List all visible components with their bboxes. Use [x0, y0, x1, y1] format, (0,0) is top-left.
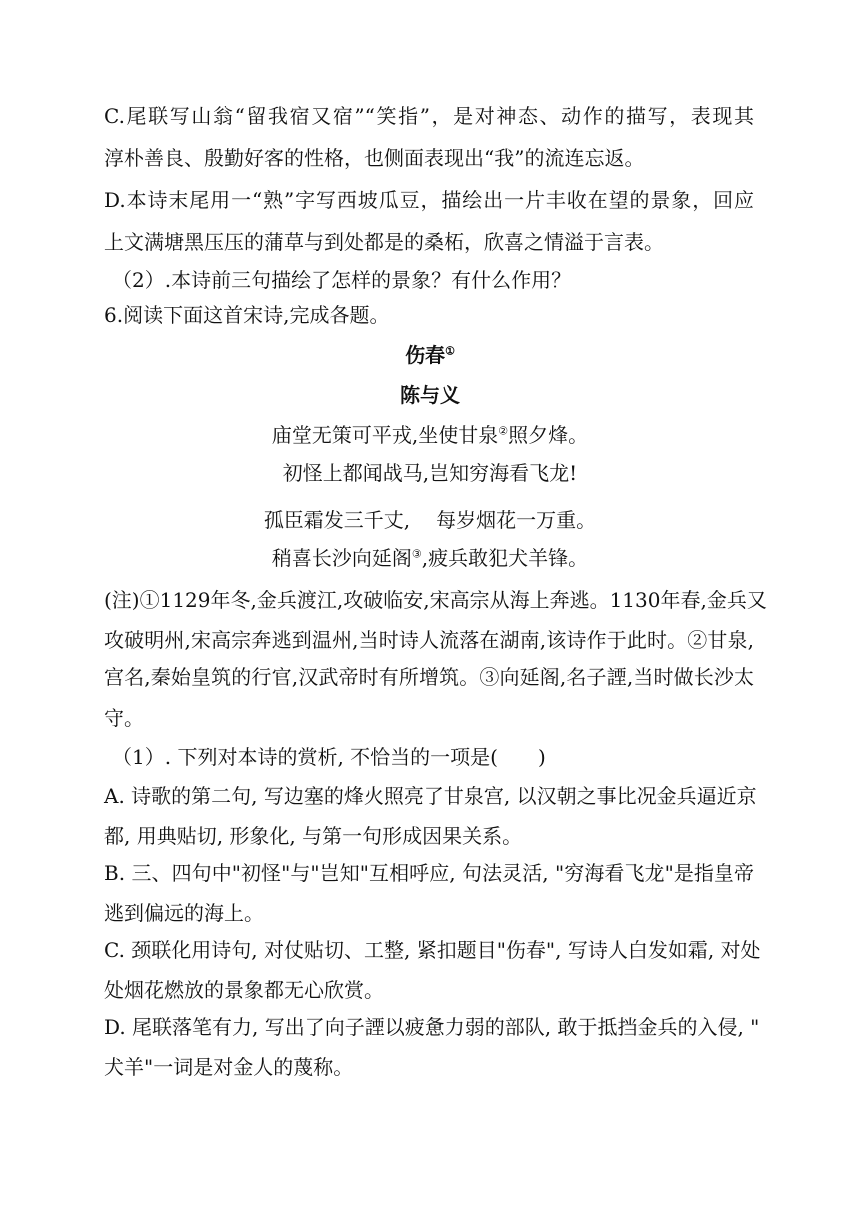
question-6-heading: 6.阅读下面这首宋诗,完成各题。	[104, 303, 390, 327]
poem-line-1-part-b: 照夕烽。	[508, 423, 589, 447]
q1-option-c-line-1: C. 颈联化用诗句, 对仗贴切、工整, 紧扣题目"伤春", 写诗人白发如霜, 对处	[104, 938, 761, 962]
poem-line-3	[0, 508, 860, 532]
poem-title-text: 伤春	[405, 343, 446, 367]
q1-option-d-line-2: 犬羊"一词是对金人的蔑称。	[104, 1055, 354, 1079]
poem-line-4-part-a: 稍喜长沙向延阁	[271, 546, 412, 570]
poem-line-3-part-b: 每岁烟花一万重。	[436, 508, 597, 532]
q1-option-a-line-2: 都, 用典贴切, 形象化, 与第一句形成因果关系。	[104, 824, 523, 848]
q1-option-b-line-1: B. 三、四句中"初怪"与"岂知"互相呼应, 句法灵活, "穷海看飞龙"是指皇帝	[104, 861, 754, 885]
poem-line-3-part-a: 孤臣霜发三千丈,	[263, 508, 411, 532]
q1-option-d-line-1: D. 尾联落笔有力, 写出了向子諲以疲惫力弱的部队, 敢于抵挡金兵的入侵, "	[104, 1015, 760, 1039]
poem-line-4-part-b: ,疲兵敢犯犬羊锋。	[421, 546, 589, 570]
question-1-stem: （1）. 下列对本诗的赏析, 不恰当的一项是( )	[112, 745, 546, 769]
poem-line-4	[0, 546, 860, 570]
notes-line-1: (注)①1129年冬,金兵渡江,攻破临安,宋高宗从海上奔逃。1130年春,金兵又	[104, 588, 767, 612]
question-2: （2）.本诗前三句描绘了怎样的景象？有什么作用？	[112, 268, 572, 292]
poem-title-footnote-mark: ①	[445, 344, 455, 358]
option-c-line-2: 淳朴善良、殷勤好客的性格，也侧面表现出“我”的流连忘返。	[104, 146, 645, 170]
option-d-line-2: 上文满塘黑压压的蒲草与到处都是的桑柘，欣喜之情溢于言表。	[104, 230, 664, 254]
option-d-line-1: D.本诗末尾用一“熟”字写西坡瓜豆，描绘出一片丰收在望的景象，回应	[104, 188, 754, 212]
notes-line-2: 攻破明州,宋高宗奔逃到温州,当时诗人流落在湖南,该诗作于此时。②甘泉,	[104, 628, 754, 652]
poem-line-1-footnote-mark: ②	[498, 424, 509, 438]
q1-option-a-line-1: A. 诗歌的第二句, 写边塞的烽火照亮了甘泉宫, 以汉朝之事比况金兵逼近京	[104, 784, 757, 808]
notes-line-4: 守。	[104, 706, 144, 730]
poem-line-1	[0, 423, 860, 447]
q1-option-c-line-2: 处烟花燃放的景象都无心欣赏。	[104, 978, 384, 1002]
q1-option-b-line-2: 逃到偏远的海上。	[104, 901, 264, 925]
option-c-line-1: C.尾联写山翁“留我宿又宿”“笑指”，是对神态、动作的描写，表现其	[104, 104, 754, 128]
poem-title	[0, 343, 860, 367]
poem-line-4-footnote-mark: ③	[411, 547, 422, 561]
poem-author: 陈与义	[400, 383, 460, 407]
poem-line-1-part-a: 庙堂无策可平戎,坐使甘泉	[271, 423, 499, 447]
notes-line-3: 宫名,秦始皇筑的行官,汉武帝时有所增筑。③向延阁,名子諲,当时做长沙太	[104, 665, 754, 689]
poem-line-2: 初怪上都闻战马,岂知穷海看飞龙!	[282, 461, 578, 485]
